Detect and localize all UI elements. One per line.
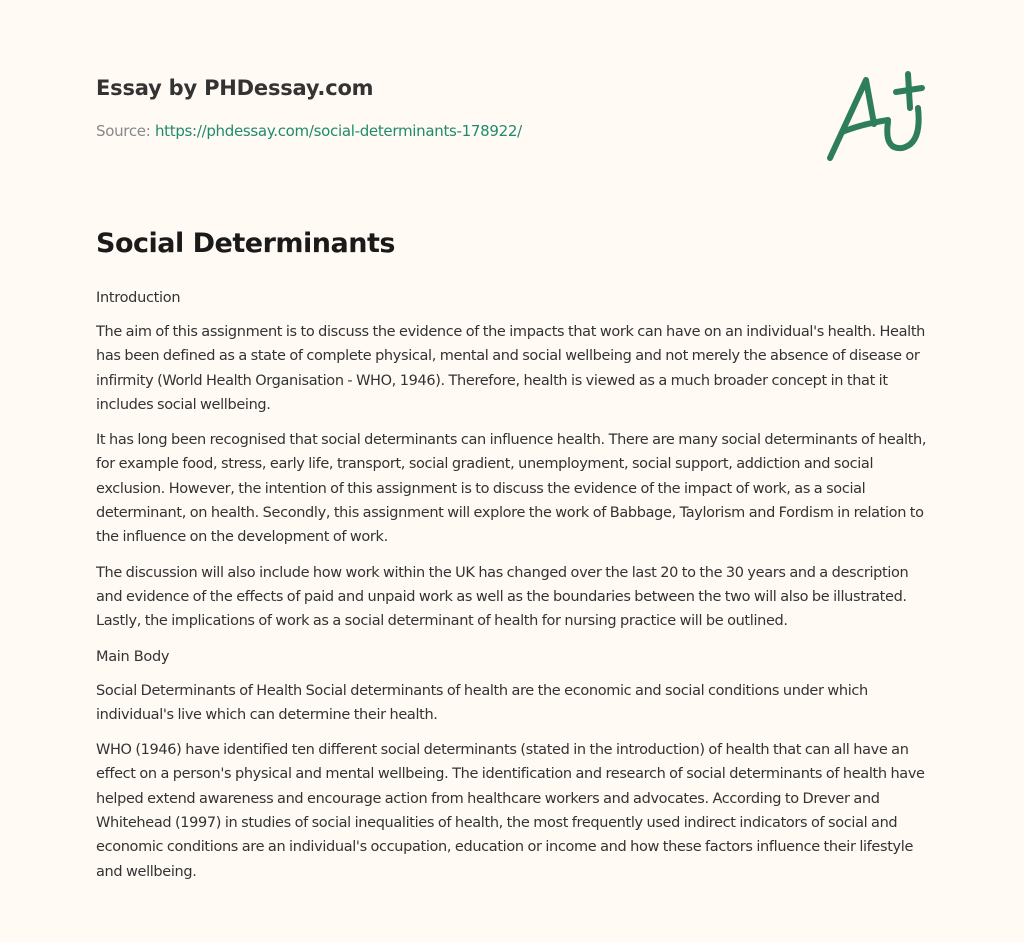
section-heading: Introduction [96,290,181,306]
section-heading: Main Body [96,648,170,665]
essay-content [96,224,932,895]
paragraph: WHO (1946) have identified ten different social determinants (stated in the introduction) of health that can all have an effect on a person's physical and mental wellbeing. The identification and research of social determinants of health have helped extend awareness and encourage action from healthcare workers and advocates. According to Drever and Whitehead (1997) in studies of social inequalities of health, the most frequently used indirect indicators of social and economic conditions are an individual's occupation, education or income and how these factors influence their lifestyle and wellbeing. [96,742,925,880]
source-link[interactable]: https://phdessay.com/social-determinants-178922/ [154,122,522,140]
a-plus-grade-icon [818,62,938,172]
paragraph: The aim of this assignment is to discuss the evidence of the impacts that work can have on an individual's health. Health has been defined as a state of complete physical, mental and social wellbeing and not merely the absence of disease or infirmity (World Health Organisation - WHO, 1946). Therefore, health is viewed as a much broader concept in that it includes social wellbeing. [96,324,926,413]
paragraph: It has long been recognised that social determinants can influence health. There are many social determinants of health, for example food, stress, early life, transport, social gradient, unemployment, social support, addiction and social exclusion. However, the intention of this assignment is to discuss the evidence of the impact of work, as a social determinant, on health. Secondly, this assignment will explore the work of Babbage, Taylorism and Fordism in relation to the influence on the development of work. [96,432,927,546]
source-label: Source: [96,122,155,140]
essay-title: Social Determinants [96,228,395,259]
section-introduction [96,286,932,634]
source-line [96,122,522,140]
page-header [96,76,522,140]
paragraph: The discussion will also include how work within the UK has changed over the last 20 to the 30 years and a description and evidence of the effects of paid and unpaid work as well as the boundaries between the two will also be illustrated. Lastly, the implications of work as a social determinant of health for nursing practice will be outlined. [96,564,909,630]
paragraph: Social Determinants of Health Social determinants of health are the economic and social conditions under which individual's live which can determine their health. [96,682,868,723]
site-title: Essay by PHDessay.com [96,76,374,100]
section-main-body [96,645,932,884]
